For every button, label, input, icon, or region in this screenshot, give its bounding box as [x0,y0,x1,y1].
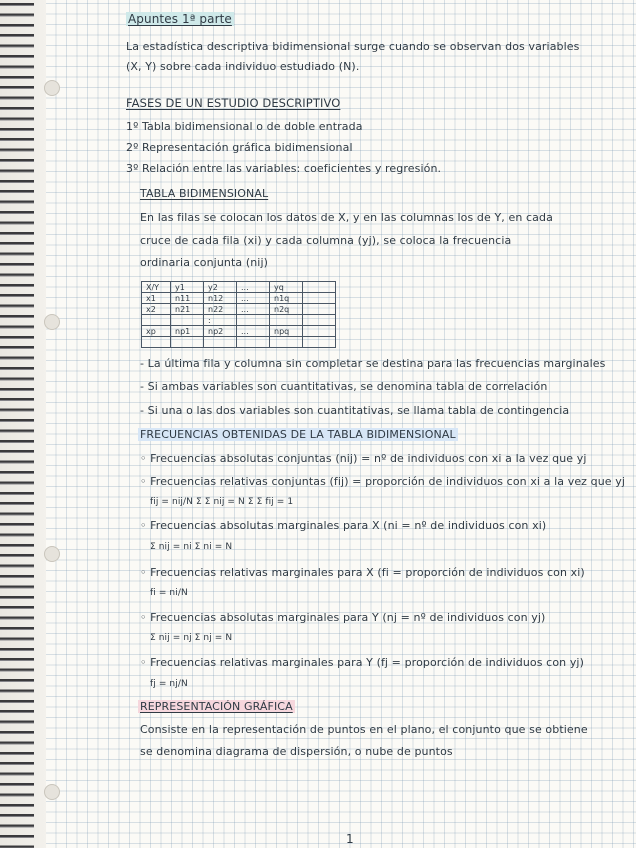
tabla-text-line: ordinaria conjunta (nij) [140,256,268,269]
table-cell [204,337,237,348]
table-cell: n21 [171,304,204,315]
section-heading-representacion: REPRESENTACIÓN GRÁFICA [140,700,293,713]
table-header-cell: y1 [171,282,204,293]
table-header-row [142,282,336,293]
table-cell [171,315,204,326]
punch-hole [44,314,60,330]
frequency-formula: fij = nij/N Σ Σ nij = N Σ Σ fij = 1 [150,497,294,507]
table-cell: np1 [171,326,204,337]
frequency-item: ◦ Frecuencias absolutas marginales para Y (nj = nº de individuos con yj) [140,611,546,624]
table-cell [142,315,171,326]
table-cell [237,315,270,326]
phase-item: 1º Tabla bidimensional o de doble entrada [126,120,363,133]
table-row [142,304,336,315]
representacion-text-line: se denomina diagrama de dispersión, o nube de puntos [140,745,453,758]
frequency-item: ◦ Frecuencias absolutas conjuntas (nij) = nº de individuos con xi a la vez que yj [140,452,587,465]
intro-line: La estadística descriptiva bidimensional surge cuando se observan dos variables [126,40,580,53]
table-cell [270,337,303,348]
frequency-item: ◦ Frecuencias absolutas marginales para X (ni = nº de individuos con xi) [140,519,547,532]
table-note: - Si ambas variables son cuantitativas, se denomina tabla de correlación [140,380,548,393]
table-cell [142,337,171,348]
table-cell [303,326,336,337]
section-heading-tabla: TABLA BIDIMENSIONAL [140,187,269,200]
punch-hole [44,784,60,800]
table-note: - Si una o las dos variables son cuantitativas, se llama tabla de contingencia [140,404,570,417]
punch-hole [44,80,60,96]
bidimensional-table [141,281,336,348]
table-cell: n11 [171,293,204,304]
table-cell [303,337,336,348]
table-header-cell: ... [237,282,270,293]
section-heading-fases: FASES DE UN ESTUDIO DESCRIPTIVO [126,96,341,110]
phase-item: 2º Representación gráfica bidimensional [126,141,353,154]
table-cell [303,315,336,326]
frequency-item: ◦ Frecuencias relativas marginales para X (fi = proporción de individuos con xi) [140,566,585,579]
table-cell: ... [237,326,270,337]
representacion-text-line: Consiste en la representación de puntos en el plano, el conjunto que se obtiene [140,723,588,736]
table-row [142,293,336,304]
table-header-cell: X/Y [142,282,171,293]
section-heading-frecuencias: FRECUENCIAS OBTENIDAS DE LA TABLA BIDIMENSIONAL [140,428,456,441]
table-cell [270,315,303,326]
frequency-formula: fj = nj/N [150,679,188,689]
table-header-cell [303,282,336,293]
table-cell: : [204,315,237,326]
table-cell: n22 [204,304,237,315]
table-cell: ... [237,293,270,304]
table-cell: n2q [270,304,303,315]
page-title: Apuntes 1ª parte [128,12,232,26]
table-row-empty [142,337,336,348]
intro-line: (X, Y) sobre cada individuo estudiado (N). [126,60,360,73]
table-cell [303,293,336,304]
table-cell [237,337,270,348]
frequency-formula: Σ nij = nj Σ nj = N [150,633,233,643]
table-cell: x1 [142,293,171,304]
tabla-text-line: En las filas se colocan los datos de X, y en las columnas los de Y, en cada [140,211,553,224]
table-header-cell: yq [270,282,303,293]
table-cell: x2 [142,304,171,315]
punch-hole [44,546,60,562]
frequency-formula: fi = ni/N [150,588,188,598]
table-cell [171,337,204,348]
phase-item: 3º Relación entre las variables: coeficientes y regresión. [126,162,442,175]
frequency-formula: Σ nij = ni Σ ni = N [150,542,233,552]
frequency-item: ◦ Frecuencias relativas conjuntas (fij) = proporción de individuos con xi a la vez que yj [140,475,626,488]
table-cell: npq [270,326,303,337]
table-cell [303,304,336,315]
table-header-cell: y2 [204,282,237,293]
tabla-text-line: cruce de cada fila (xi) y cada columna (yj), se coloca la frecuencia [140,234,512,247]
table-note: - La última fila y columna sin completar se destina para las frecuencias marginales [140,357,606,370]
frequency-item: ◦ Frecuencias relativas marginales para Y (fj = proporción de individuos con yj) [140,656,584,669]
table-row [142,326,336,337]
table-cell: n12 [204,293,237,304]
table-cell: np2 [204,326,237,337]
page-number: 1 [346,832,354,846]
table-cell: n1q [270,293,303,304]
table-row [142,315,336,326]
table-cell: ... [237,304,270,315]
table-cell: xp [142,326,171,337]
